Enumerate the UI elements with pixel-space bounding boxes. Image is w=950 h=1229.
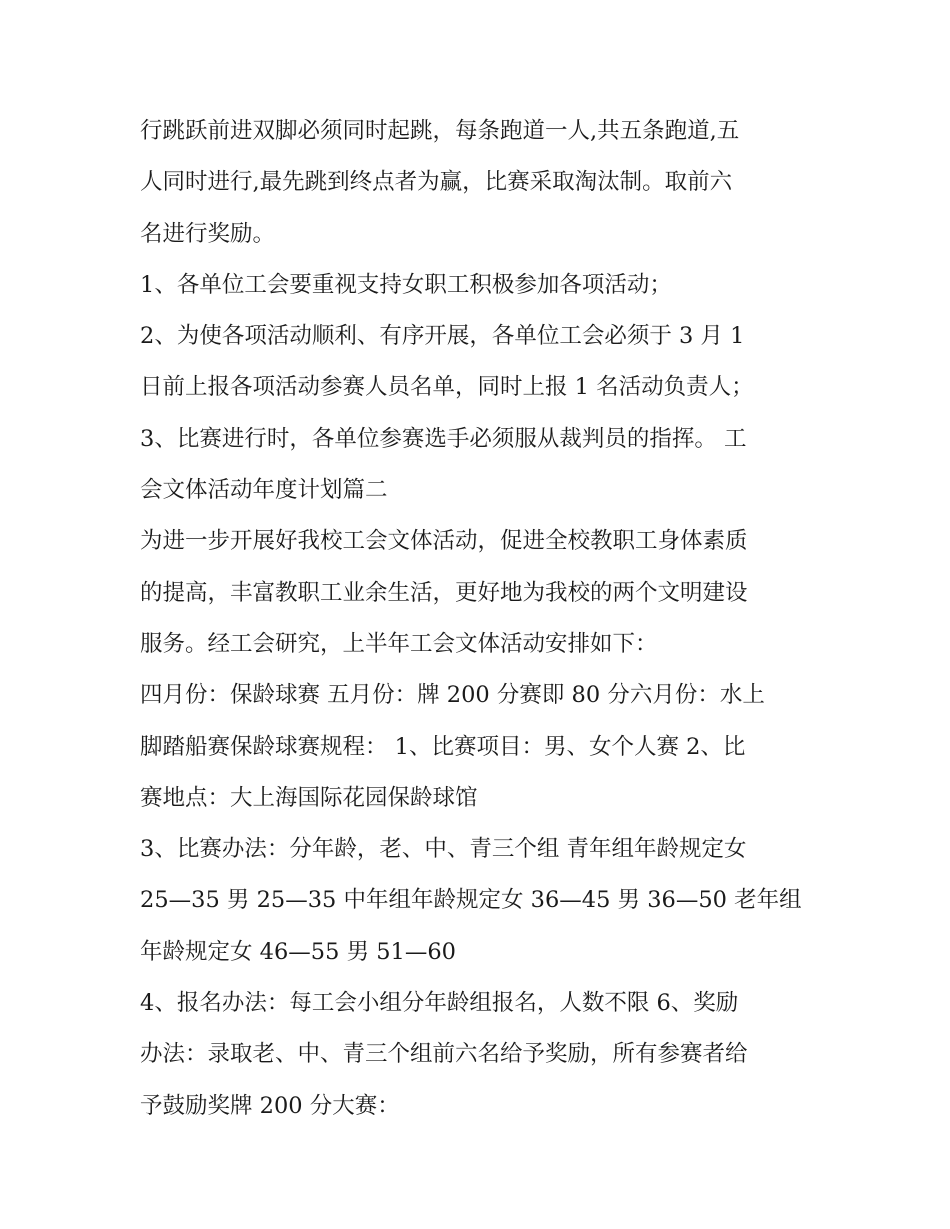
text-line: 会文体活动年度计划篇二 (140, 477, 388, 504)
text-line: 人同时进行,最先跳到终点者为赢，比赛采取淘汰制。取前六 (140, 169, 733, 196)
text-line: 3、比赛进行时，各单位参赛选手必须服从裁判员的指挥。 工 (140, 425, 747, 452)
text-line: 年龄规定女 46—55 男 51—60 (140, 938, 456, 965)
text-line: 2、为使各项活动顺利、有序开展，各单位工会必须于 3 月 1 (140, 323, 745, 350)
text-line: 赛地点：大上海国际花园保龄球馆 (140, 784, 478, 811)
text-line: 为进一步开展好我校工会文体活动，促进全校教职工身体素质 (140, 528, 748, 555)
text-line: 服务。经工会研究，上半年工会文体活动安排如下： (140, 630, 658, 657)
text-line: 办法：录取老、中、青三个组前六名给予奖励，所有参赛者给 (140, 1041, 748, 1068)
text-line: 脚踏船赛保龄球赛规程： 1、比赛项目：男、女个人赛 2、比 (140, 733, 746, 760)
text-line: 的提高，丰富教职工业余生活，更好地为我校的两个文明建设 (140, 579, 748, 606)
text-line: 1、各单位工会要重视支持女职工积极参加各项活动； (140, 271, 672, 298)
text-line: 四月份：保龄球赛 五月份：牌 200 分赛即 80 分六月份：水上 (140, 682, 765, 709)
text-line: 行跳跃前进双脚必须同时起跳，每条跑道一人,共五条跑道,五 (140, 118, 740, 144)
body-text (140, 106, 820, 1132)
text-line: 4、报名办法：每工会小组分年龄组报名，人数不限 6、奖励 (140, 990, 739, 1017)
text-line: 25—35 男 25—35 中年组年龄规定女 36—45 男 36—50 老年组 (140, 887, 802, 914)
text-line: 名进行奖励。 (140, 220, 276, 247)
text-line: 3、比赛办法：分年龄，老、中、青三个组 青年组年龄规定女 (140, 836, 747, 863)
text-line: 日前上报各项活动参赛人员名单，同时上报 1 名活动负责人； (140, 374, 754, 401)
text-line: 予鼓励奖牌 200 分大赛： (140, 1092, 400, 1119)
